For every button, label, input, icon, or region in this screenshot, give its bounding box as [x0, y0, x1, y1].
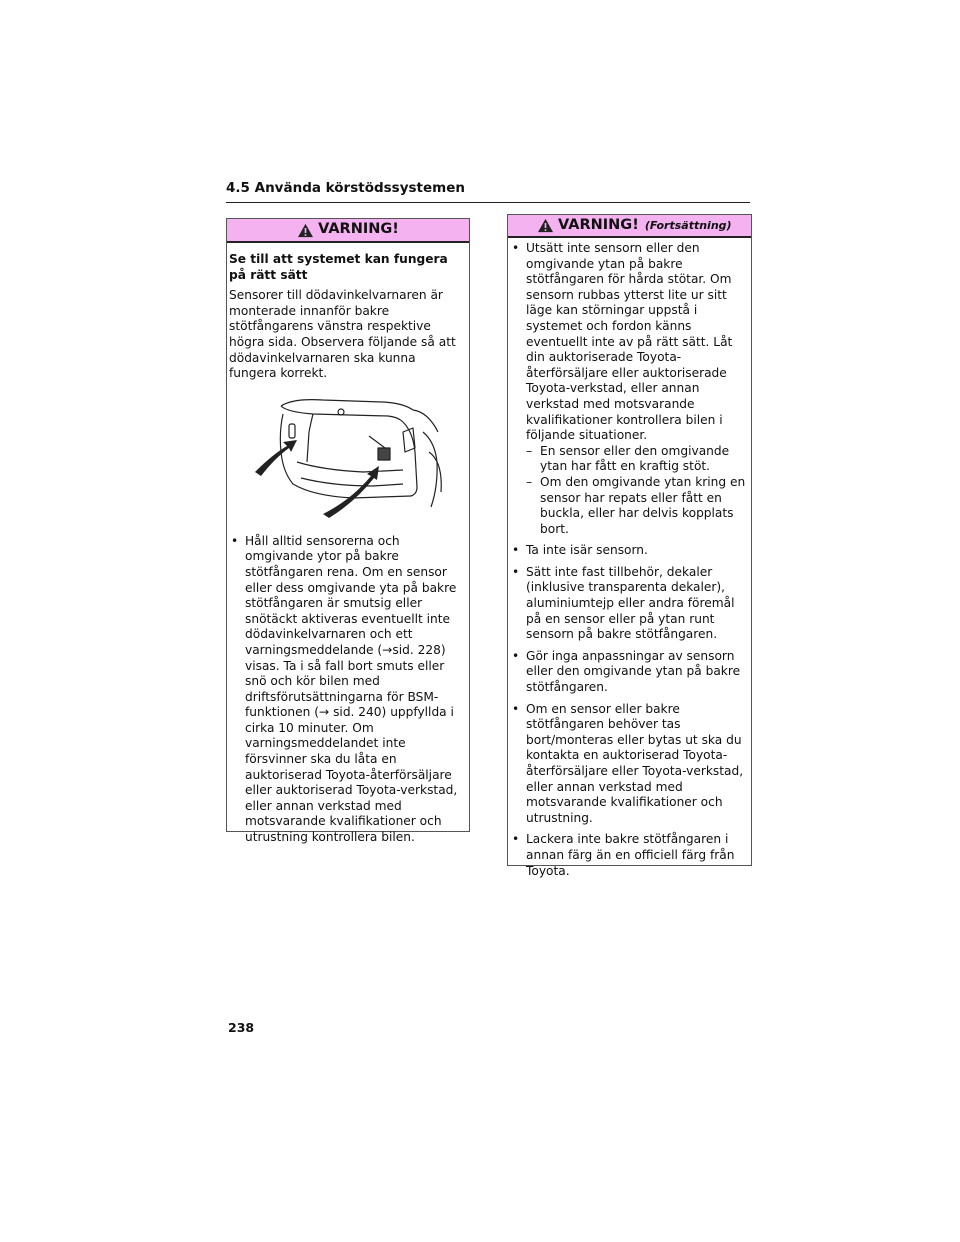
- warning-triangle-icon: [537, 218, 554, 233]
- list-item: • Sätt inte fast tillbehör, dekaler (inklusive transparenta dekaler), aluminiumtejp eller andra föremål på en sensor eller på ytan runt sensorn på bakre stötfångaren.: [510, 565, 748, 643]
- rear-bumper-sensor-illustration: [253, 392, 443, 522]
- warning-heading: VARNING!: [558, 216, 639, 233]
- warning-box-right: [507, 214, 752, 878]
- continued-label: (Fortsättning): [644, 218, 732, 232]
- warning-heading-bar: [227, 219, 469, 243]
- warning-triangle-icon: [297, 223, 314, 238]
- list-item-text: Utsätt inte sensorn eller den omgivande ytan på bakre stötfångaren för hårda stötar. Om sensorn rubbas ytterst lite ur sitt läge kan störningar uppstå i systemet och fordon känns eventuellt inte av på rätt sätt. Låt din auktoriserade Toyota-återförsäljare eller auktoriserade Toyota-verkstad, eller annan verkstad med motsvarande kvalifikationer kontrollera bilen i följande situationer.: [526, 241, 733, 443]
- list-item: • Håll alltid sensorerna och omgivande ytor på bakre stötfångaren rena. Om en sensor eller dess omgivande yta på bakre stötfångaren är smutsig eller snötäckt aktiveras eventuellt inte dödavinkelvarnaren och ett varningsmeddelande (→sid. 228) visas. Ta i så fall bort smuts eller snö och kör bilen med driftsförutsättningarna för BSM-funktionen (→ sid. 240) uppfyllda i cirka 10 minuter. Om varningsmeddelandet inte försvinner ska du låta en auktoriserad Toyota-återförsäljare eller auktoriserad Toyota-verkstad, eller annan verkstad med motsvarande kvalifikationer och utrustning kontrollera bilen.: [229, 534, 466, 846]
- list-item: • Gör inga anpassningar av sensorn eller den omgivande ytan på bakre stötfångaren.: [510, 649, 748, 696]
- warning-box-left: [226, 218, 470, 845]
- list-item: • Om en sensor eller bakre stötfångaren behöver tas bort/monteras eller bytas ut ska du kontakta en auktoriserad Toyota-återförsäljare eller Toyota-verkstad, eller annan verkstad med motsvarande kvalifikationer och utrustning.: [510, 702, 748, 827]
- warning-subheading: Se till att systemet kan fungera på rätt sätt: [229, 252, 448, 282]
- warning-heading-bar: [508, 215, 751, 238]
- list-item: [510, 241, 748, 537]
- page-number: 238: [228, 1020, 255, 1035]
- dash-item: – Om den omgivande ytan kring en sensor har repats eller fått en buckla, eller har delvis kopplats bort.: [526, 475, 748, 537]
- warning-intro: Sensorer till dödavinkelvarnaren är monterade innanför bakre stötfångarens vänstra respektive högra sida. Observera följande så att dödavinkelvarnaren ska kunna fungera korrekt.: [229, 288, 456, 381]
- dash-item: – En sensor eller den omgivande ytan har fått en kraftig stöt.: [526, 444, 748, 475]
- list-item: • Ta inte isär sensorn.: [510, 543, 748, 559]
- list-item: • Lackera inte bakre stötfångaren i annan färg än en officiell färg från Toyota.: [510, 832, 748, 879]
- section-header: 4.5 Använda körstödssystemen: [226, 180, 750, 203]
- warning-heading: VARNING!: [318, 221, 399, 238]
